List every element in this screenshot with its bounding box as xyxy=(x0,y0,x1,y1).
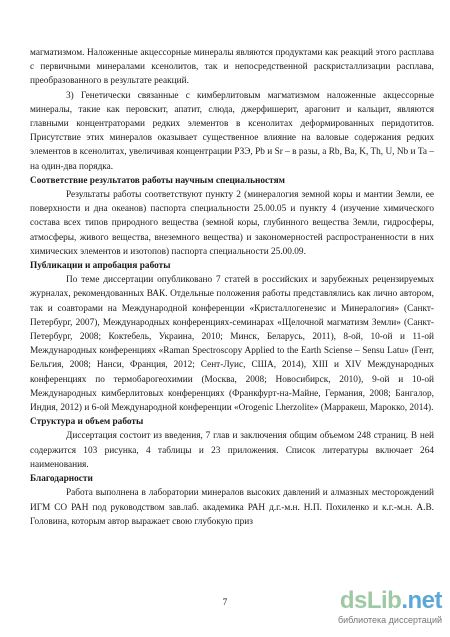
paragraph-6: Работа выполнена в лаборатории минералов высоких давлений и алмазных месторождений ИГМ СО РАН под руководством зав.лаб. академика РАН д.г.-м.н. Н.П. Похиленко и к.г.-м.н. А.В. Головина, которым автор выражает свою глубокую приз xyxy=(30,488,434,527)
paragraph-4: По теме диссертации опубликовано 7 статей в российских и зарубежных рецензируемых журналах, рекомендованных ВАК. Отдельные положения работы представлялись как лично автором, так и соавторами на Международной конференции «Кристаллогенезис и Минералогия» (Санкт-Петербург, 2007), Международных конференциях-семинарах «Щелочной магматизм Земли» (Санкт-Петербург, 2008; Коктебель, Украина, 2010; Минск, Беларусь, 2011), 8-ой, 10-ой и 11-ой Международных конференциях «Raman Spectroscopy Applied to the Earth Sciense – Sensu Latu» (Гент, Бельгия, 2008; Нанси, Франция, 2012; Сент-Луис, США, 2014), XIII и XIV Международных конференциях по термобарогеохимии (Москва, 2008; Новосибирск, 2010), 9-ой и 10-ой Международных кимберлитовых конференциях (Франкфурт-на-Майне, Германия, 2008; Бангалор, Индия, 2012) и 6-ой Международной конференции «Orogenic Lherzolite» (Марракеш, Марокко, 2014). xyxy=(30,275,434,414)
heading-structure: Структура и объем работы xyxy=(30,417,144,428)
paragraph-2: 3) Генетически связанные с кимберлитовым магматизмом наложенные акцессорные минералы, такие как перовскит, апатит, слюда, джерфишерит, арагонит и кальцит, являются главными концентраторами редких элементов в ксенолитах деформированных перидотитов. Присутствие этих минералов оказывает существенное влияние на валовые содержания редких элементов в ксенолитах, увеличивая концентрации РЗЭ, Pb и Sr – в разы, а Rb, Ba, K, Th, U, Nb и Ta – на один-два порядка. xyxy=(30,90,434,172)
heading-conformity: Соответствие результатов работы научным специальностям xyxy=(30,175,285,186)
watermark-logo xyxy=(340,588,442,614)
heading-thanks: Благодарности xyxy=(30,474,93,485)
watermark-logo-part2: .net xyxy=(401,587,442,614)
paragraph-5: Диссертация состоит из введения, 7 глав и заключения общим объемом 248 страниц. В ней содержится 103 рисунка, 4 таблицы и 23 приложения. Список литературы включает 264 наименования. xyxy=(30,431,434,470)
page-body xyxy=(30,46,434,529)
heading-publications: Публикации и апробация работы xyxy=(30,261,171,272)
paragraph-3: Результаты работы соответствуют пункту 2 (минералогия земной коры и мантии Земли, ее поверхности и дна океанов) паспорта специальности 25.00.05 и пункту 4 (изучение химического состава всех типов природного вещества (земной коры, глубинного вещества Земли, гидросферы, атмосферы, живого вещества, внеземного вещества) и закономерностей распространенности в них химических элементов и изотопов) паспорта специальности 25.00.09. xyxy=(30,190,434,257)
watermark-caption: библиотека диссертаций xyxy=(337,615,442,625)
paragraph-1: магматизмом. Наложенные акцессорные минералы являются продуктами как реакций этого расплава с первичными минералами ксенолитов, так и непосредственной раскристаллизации расплава, преобразованного в результате реакций. xyxy=(30,48,434,87)
watermark-logo-part1: dsLib xyxy=(339,587,402,614)
watermark xyxy=(337,587,446,630)
page-number: 7 xyxy=(222,598,228,608)
